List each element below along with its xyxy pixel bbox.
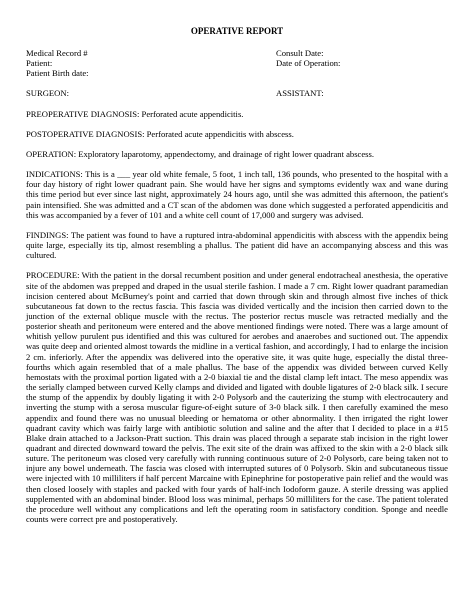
header-right xyxy=(276,48,448,78)
staff-block xyxy=(26,88,448,98)
date-of-operation-label: Date of Operation: xyxy=(276,58,341,69)
postoperative-diagnosis: POSTOPERATIVE DIAGNOSIS: Perforated acute appendicitis with abscess. xyxy=(26,128,294,139)
surgeon-label: SURGEON: xyxy=(26,88,69,99)
findings-paragraph: FINDINGS: The patient was found to have a ruptured intra-abdominal appendicitis with abscess with the appendix being quite large, especially its tip, almost resembling a phallus. The patient did have an accompanying abscess and this was cultured. xyxy=(26,229,448,261)
patient-label: Patient: xyxy=(26,58,53,69)
header-left xyxy=(26,48,276,78)
consult-date-label: Consult Date: xyxy=(276,48,324,58)
assistant-label: ASSISTANT: xyxy=(276,88,324,99)
patient-birth-date-label: Patient Birth date: xyxy=(26,68,89,79)
header-block xyxy=(26,48,448,78)
preoperative-diagnosis: PREOPERATIVE DIAGNOSIS: Perforated acute appendicitis. xyxy=(26,108,244,119)
medical-record-label: Medical Record # xyxy=(26,48,88,58)
procedure-paragraph: PROCEDURE: With the patient in the dorsal recumbent position and under general endotracheal anesthesia, the operative site of the abdomen was prepped and draped in the usual sterile fashion. I made a 7 cm. Right lower quadrant paramedian incision centered about McBurney's point and carried that down through skin and through almost five inches of thick subcutaneous fat down to the rectus fascia. This fascia was divided vertically and the incision then carried down to the junction of the external oblique muscle with the rectus. The posterior rectus muscle was retracted medially and the posterior sheath and peritoneum were entered and the above mentioned findings were noted. There was a large amount of whitish yellow purulent pus identified and this was cultured for aerobes and anaerobes and suctioned out. The appendix was quite deep and oriented almost towards the midline in a vertical fashion, and accordingly, I had to enlarge the incision 2 cm. inferiorly. After the appendix was delivered into the operative site, it was quite huge, especially the distal three-fourths which again resembled that of a male phallus. The base of the appendix was divided between curved Kelly hemostats with the proximal portion ligated with a 2-0 biaxial tie and the distal clamp left intact. The meso appendix was the serially clamped between curved Kelly clamps and divided and ligated with double ligatures of 2-0 black silk. I secure the stump of the appendix by doubly ligating it with 2-0 Polysorb and the cauterizing the stump with electrocautery and inverting the stump with a serosa muscular figure-of-eight suture of 3-0 black silk. I then carefully examined the meso appendix and found there was no unusual bleeding or hematoma or other abnormality. I then irrigated the right lower quadrant cavity which was fairly large with antibiotic solution and saline and the after that I decided to place in a #15 Blake drain attached to a Jackson-Pratt suction. This drain was placed through a separate stab incision in the right lower quadrant and directed downward toward the pelvis. The exit site of the drain was affixed to the skin with a 2-0 black silk suture. The peritoneum was closed very carefully with running continuous suture of 2-0 Polysorb, care being taken not to injure any bowel underneath. The fascia was closed with interrupted sutures of 0 Polysorb. Skin and subcutaneous tissue were injected with 10 milliliters if half percent Marcaine with Epinephrine for postoperative pain relief and the would was then closed loosely with staples and packed with four yards of half-inch Iodoform gauze. A sterile dressing was applied supplemented with an abdominal binder. Blood loss was minimal, perhaps 50 milliliters for the case. The patient tolerated the procedure well without any complications and left the operating room in satisfactory condition. Sponge and needle counts were correct pre and postoperatively. xyxy=(26,270,448,525)
operation-description: OPERATION: Exploratory laparotomy, appendectomy, and drainage of right lower quadrant abscess. xyxy=(26,148,375,159)
report-title: OPERATIVE REPORT xyxy=(190,26,284,36)
indications-paragraph: INDICATIONS: This is a ___ year old white female, 5 foot, 1 inch tall, 136 pounds, who presented to the hospital with a four day history of right lower quadrant pain. She would have her signs and symptoms evidently wax and wane during this time period but ever since last night, approximately 24 hours ago, until she was admitted this afternoon, the patient's pain intensified. She was admitted and a CT scan of the abdomen was done which suggested a perforated appendicitis and this was accompanied by a fever of 101 and a white cell count of 17,000 and surgery was advised. xyxy=(26,169,448,220)
